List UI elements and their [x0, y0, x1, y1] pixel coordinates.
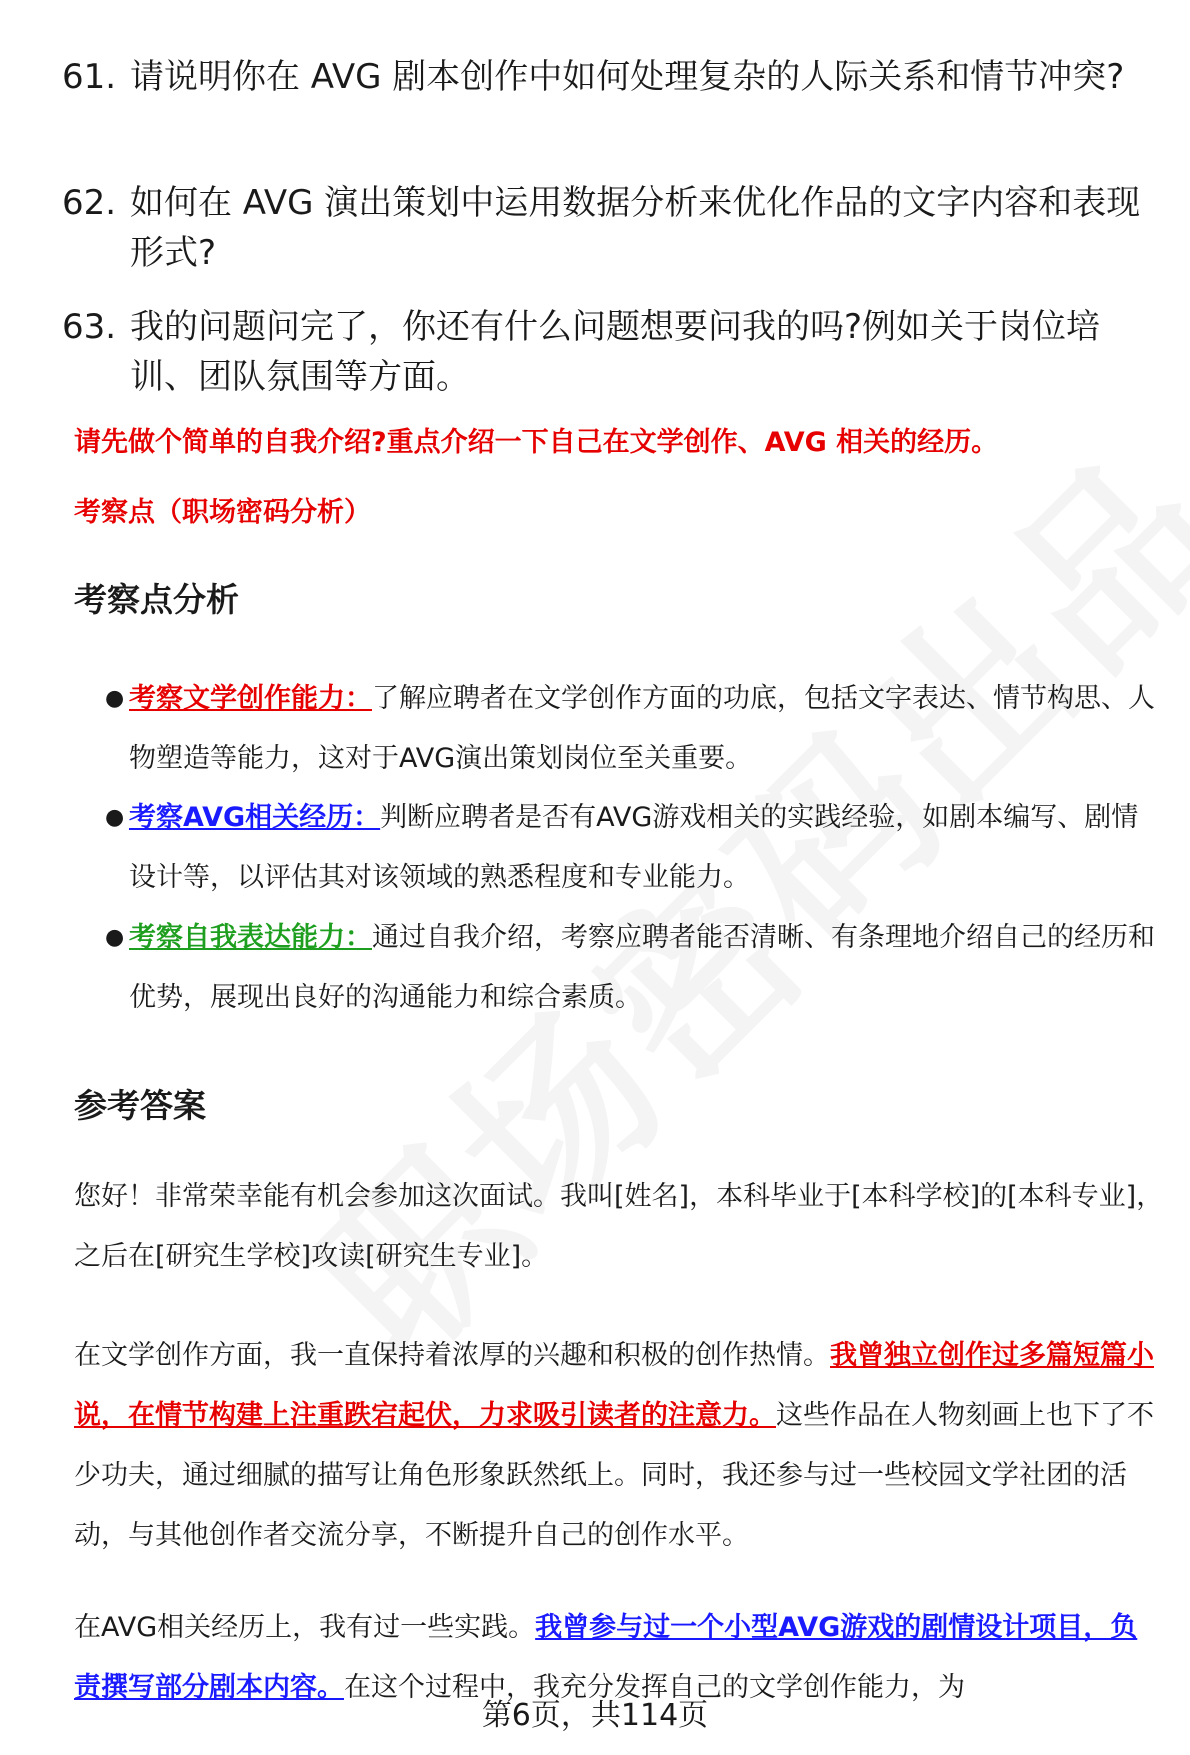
question-number: 63. [62, 307, 117, 347]
question-text: 我的问题问完了，你还有什么问题想要问我的吗?例如关于岗位培训、团队氛围等方面。 [130, 307, 1101, 397]
analysis-point-label: 考察自我表达能力： [129, 922, 372, 953]
question-63 [62, 302, 1152, 402]
paragraph-text: 在AVG相关经历上，我有过一些实践。 [74, 1612, 536, 1643]
question-62 [62, 178, 1152, 278]
interview-question-heading: 请先做个简单的自我介绍?重点介绍一下自己在文学创作、AVG 相关的经历。 [74, 427, 999, 458]
question-text: 如何在 AVG 演出策划中运用数据分析来优化作品的文字内容和表现形式? [130, 183, 1141, 273]
paragraph-text: 这些作品在人物刻画上也下了不少功夫，通过细腻的描写让角色形象跃然纸上。同时，我还参与过一些校园文学社团的活动，与其他创作者交流分享，不断提升自己的创作水平。 [74, 1400, 1154, 1551]
paragraph-text: 在文学创作方面，我一直保持着浓厚的兴趣和积极的创作热情。 [74, 1340, 830, 1371]
analysis-heading: 考察点分析 [74, 580, 239, 619]
page-footer: 第6页，共114页 [481, 1698, 709, 1733]
highlighted-text: 我曾独立创作过多篇短篇小说，在情节构建上注重跌宕起伏，力求吸引读者的注意力。 [74, 1340, 1154, 1431]
answer-paragraph: 您好！非常荣幸能有机会参加这次面试。我叫[姓名]，本科毕业于[本科学校]的[本科专业]，之后在[研究生学校]攻读[研究生专业]。 [74, 1181, 1164, 1272]
analysis-point-text: 了解应聘者在文学创作方面的功底，包括文字表达、情节构思、人物塑造等能力，这对于AVG演出策划岗位至关重要。 [129, 683, 1155, 774]
bullet-icon: ● [105, 805, 125, 830]
analysis-point-text: 判断应聘者是否有AVG游戏相关的实践经验，如剧本编写、剧情设计等，以评估其对该领域的熟悉程度和专业能力。 [129, 802, 1139, 893]
question-number: 61. [62, 57, 117, 97]
analysis-point [105, 908, 1155, 1028]
highlighted-text: 我曾参与过一个小型AVG游戏的剧情设计项目，负责撰写部分剧本内容。 [74, 1612, 1138, 1703]
analysis-point-label: 考察AVG相关经历： [129, 802, 381, 833]
paragraph-text: 在这个过程中，我充分发挥自己的文学创作能力，为 [344, 1672, 965, 1703]
bullet-icon: ● [105, 925, 125, 950]
answer-heading: 参考答案 [74, 1086, 206, 1125]
exam-point-subheading: 考察点（职场密码分析） [74, 497, 371, 528]
analysis-point-text: 通过自我介绍，考察应聘者能否清晰、有条理地介绍自己的经历和优势，展现出良好的沟通能力和综合素质。 [129, 922, 1155, 1013]
question-61 [62, 52, 1152, 102]
analysis-point [105, 669, 1155, 789]
bullet-icon: ● [105, 686, 125, 711]
answer-paragraph [74, 1326, 1164, 1566]
question-text: 请说明你在 AVG 剧本创作中如何处理复杂的人际关系和情节冲突? [130, 57, 1125, 97]
question-number: 62. [62, 183, 117, 223]
analysis-point-label: 考察文学创作能力： [129, 683, 372, 714]
analysis-point [105, 788, 1155, 908]
